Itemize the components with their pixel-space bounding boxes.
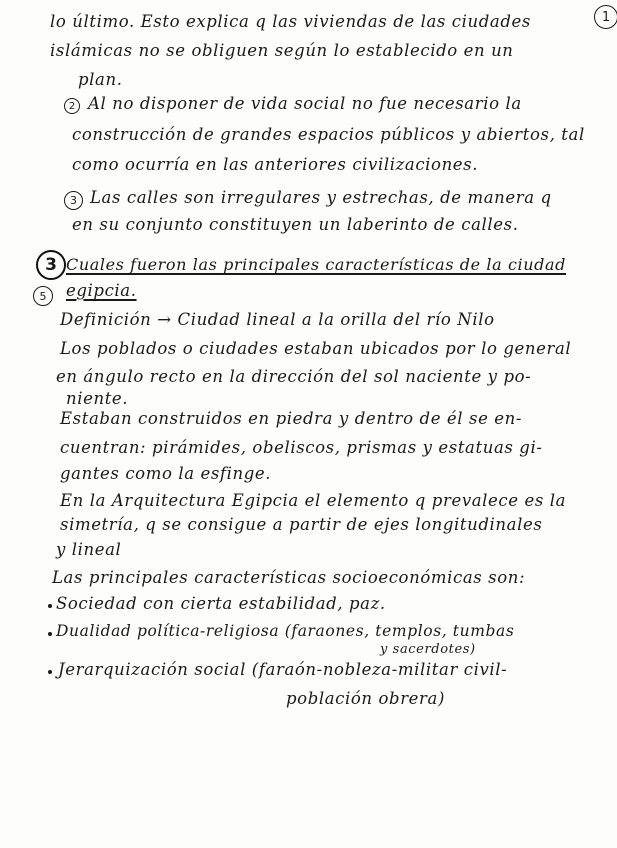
item-number: 2: [68, 100, 76, 112]
page-number: 1: [601, 9, 611, 25]
text-line: Las principales características socioeconómicas son:: [52, 568, 526, 587]
text-line: niente.: [66, 389, 129, 408]
score-value: 5: [39, 289, 47, 303]
bullet-dot: [48, 670, 52, 674]
text-line: como ocurría en las anteriores civilizaciones.: [72, 155, 479, 174]
text-line: En la Arquitectura Egipcia el elemento q prevalece es la: [60, 491, 567, 510]
text-line: islámicas no se obliguen según lo establecido en un: [50, 41, 514, 60]
question-number-badge: [36, 250, 66, 280]
text-line: simetría, q se consigue a partir de ejes longitudinales: [60, 515, 543, 534]
bullet-text-cont: población obrera): [286, 689, 446, 708]
text-line: Estaban construidos en piedra y dentro de él se en-: [60, 409, 523, 428]
text-line: en ángulo recto en la dirección del sol naciente y po-: [56, 367, 532, 386]
text-line: gantes como la esfinge.: [60, 464, 272, 483]
text-line: Al no disponer de vida social no fue necesario la: [88, 94, 522, 113]
text-line: Los poblados o ciudades estaban ubicados por lo general: [60, 339, 572, 358]
question-heading: Cuales fueron las principales características de la ciudad: [66, 255, 566, 274]
bullet-text: Sociedad con cierta estabilidad, paz.: [56, 594, 386, 613]
item-number-badge: [64, 191, 83, 210]
bullet-dot: [48, 604, 52, 608]
text-line: Las calles son irregulares y estrechas, de manera q: [90, 188, 552, 207]
question-heading-cont: egipcia.: [66, 281, 137, 300]
text-line: Definición → Ciudad lineal a la orilla del río Nilo: [60, 310, 495, 329]
bullet-text: Jerarquización social (faraón-nobleza-militar civil-: [58, 660, 508, 679]
text-line: lo último. Esto explica q las viviendas de las ciudades: [50, 12, 531, 31]
item-number-badge: [64, 98, 80, 114]
text-line: y lineal: [56, 540, 122, 559]
question-number: 3: [45, 255, 57, 275]
text-line: en su conjunto constituyen un laberinto de calles.: [72, 215, 519, 234]
bullet-text-note: y sacerdotes): [380, 642, 476, 657]
page-number-badge: [594, 5, 617, 29]
text-line: plan.: [78, 70, 123, 89]
bullet-dot: [48, 632, 52, 636]
item-number: 3: [70, 194, 77, 207]
text-line: cuentran: pirámides, obeliscos, prismas y estatuas gi-: [60, 438, 543, 457]
bullet-text: Dualidad política-religiosa (faraones, templos, tumbas: [56, 622, 515, 640]
score-badge: [33, 286, 53, 306]
text-line: construcción de grandes espacios públicos y abiertos, tal: [72, 125, 585, 144]
